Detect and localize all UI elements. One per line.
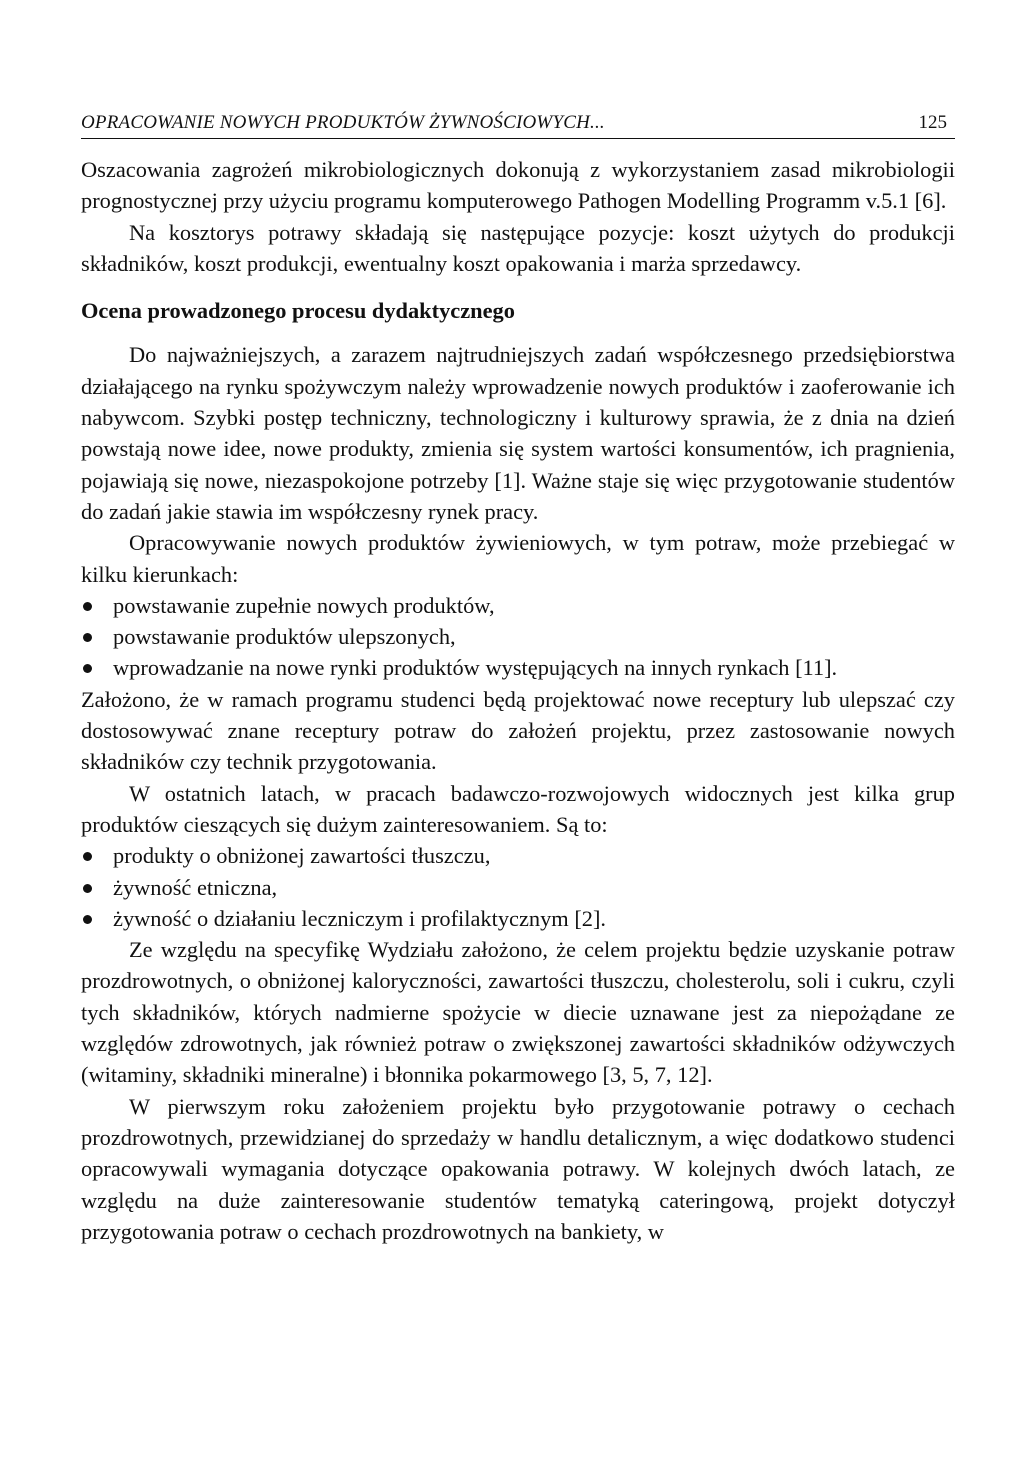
bullet-icon xyxy=(83,602,92,611)
paragraph-3: Do najważniejszych, a zarazem najtrudniejszych zadań współczesnego przedsiębiorstwa działającego na rynku spożywczym należy wprowadzenie nowych produktów i zaoferowanie ich nabywcom. Szybki postęp techniczny, technologiczny i kulturowy sprawia, że z dnia na dzień powstają nowe idee, nowe produkty, zmienia się system wartości konsumentów, ich pragnienia, pojawiają się nowe, niezaspokojone potrzeby [1]. Ważne staje się więc przygotowanie studentów do zadań jakie stawia im współczesny rynek pracy. xyxy=(81,342,955,524)
directions-list xyxy=(81,590,955,684)
section-heading: Ocena prowadzonego procesu dydaktycznego xyxy=(81,298,515,324)
running-title: OPRACOWANIE NOWYCH PRODUKTÓW ŻYWNOŚCIOWYCH... xyxy=(81,112,605,133)
bullet-icon xyxy=(83,884,92,893)
list-item xyxy=(81,840,955,871)
bullet-icon xyxy=(83,633,92,642)
product-groups-list xyxy=(81,840,955,934)
list-item-text: powstawanie produktów ulepszonych, xyxy=(113,624,456,650)
list-item xyxy=(81,903,955,934)
bullet-icon xyxy=(83,852,92,861)
page xyxy=(81,112,955,1247)
list-item-text: produkty o obniżonej zawartości tłuszczu, xyxy=(113,843,491,869)
list-item-text: powstawanie zupełnie nowych produktów, xyxy=(113,592,495,618)
list-item xyxy=(81,872,955,903)
list-item xyxy=(81,621,955,652)
paragraph-1: Oszacowania zagrożeń mikrobiologicznych dokonują z wykorzystaniem zasad mikrobiologii prognostycznej przy użyciu programu komputerowego Pathogen Modelling Programm v.5.1 [6]. xyxy=(81,157,955,214)
list-item-text: żywność o działaniu leczniczym i profilaktycznym [2]. xyxy=(113,905,607,931)
body-text xyxy=(81,154,955,1247)
list-item xyxy=(81,652,955,683)
paragraph-4: Opracowywanie nowych produktów żywieniowych, w tym potraw, może przebiegać w kilku kierunkach: xyxy=(81,530,955,587)
list-item-text: wprowadzanie na nowe rynki produktów występujących na innych rynkach [11]. xyxy=(113,655,838,681)
running-header xyxy=(81,112,955,139)
page-number: 125 xyxy=(918,112,947,133)
paragraph-7: Ze względu na specyfikę Wydziału założono, że celem projektu będzie uzyskanie potraw prozdrowotnych, o obniżonej kaloryczności, zawartości tłuszczu, cholesterolu, soli i cukru, czyli tych składników, których nadmierne spożycie w diecie uznawane jest za niepożądane ze względów zdrowotnych, jak również potraw o zwiększonej zawartości składników odżywczych (witaminy, składniki mineralne) i błonnika pokarmowego [3, 5, 7, 12]. xyxy=(81,937,955,1088)
paragraph-2: Na kosztorys potrawy składają się następujące pozycje: koszt użytych do produkcji składników, koszt produkcji, ewentualny koszt opakowania i marża sprzedawcy. xyxy=(81,219,955,276)
bullet-icon xyxy=(83,664,92,673)
list-item xyxy=(81,590,955,621)
paragraph-8: W pierwszym roku założeniem projektu było przygotowanie potrawy o cechach prozdrowotnych, przewidzianej do sprzedaży w handlu detalicznym, a więc dodatkowo studenci opracowywali wymagania dotyczące opakowania potrawy. W kolejnych dwóch latach, ze względu na duże zainteresowanie studentów tematyką cateringową, projekt dotyczył przygotowania potraw o cechach prozdrowotnych na bankiety, w xyxy=(81,1093,955,1244)
paragraph-5: Założono, że w ramach programu studenci będą projektować nowe receptury lub ulepszać czy dostosowywać znane receptury potraw do założeń projektu, przez zastosowanie nowych składników czy technik przygotowania. xyxy=(81,686,955,775)
paragraph-6: W ostatnich latach, w pracach badawczo-rozwojowych widocznych jest kilka grup produktów cieszących się dużym zainteresowaniem. Są to: xyxy=(81,780,955,837)
list-item-text: żywność etniczna, xyxy=(113,874,278,900)
bullet-icon xyxy=(83,915,92,924)
